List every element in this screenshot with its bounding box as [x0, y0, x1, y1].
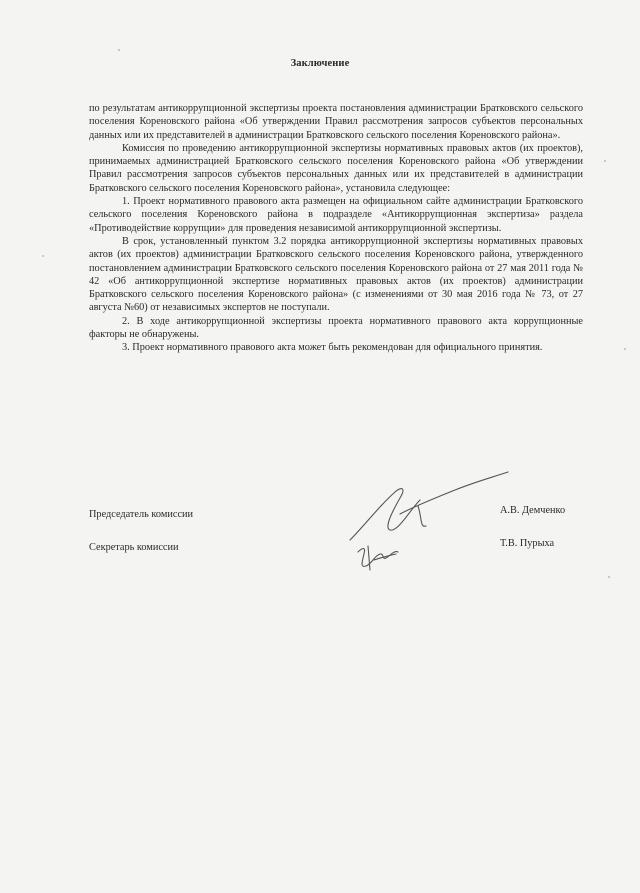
secretary-name: Т.В. Пурыха [500, 538, 555, 549]
handwritten-signatures [340, 470, 510, 580]
paper-speck [118, 49, 120, 51]
paper-speck [608, 576, 610, 578]
paragraph-subject: по результатам антикоррупционной экспертизы проекта постановления администрации Братковского сельского поселения Кореновского района «Об утверждении Правил рассмотрения запросов субъектов персональных данных или их представителей в администрации Братковского сельского поселения Кореновского района». [89, 103, 583, 141]
document-body [89, 102, 583, 355]
document-title: Заключение [290, 58, 350, 69]
secretary-label: Секретарь комиссии [89, 542, 179, 553]
chair-label: Председатель комиссии [89, 509, 194, 520]
chair-name: А.В. Демченко [500, 505, 566, 516]
paragraph-item-1: 1. Проект нормативного правового акта размещен на официальном сайте администрации Братковского сельского поселения Кореновского района в подразделе «Антикоррупционная экспертиза» раздела «Противодействие коррупции» для проведения независимой антикоррупционной экспертизы. [89, 196, 583, 234]
paragraph-item-3: 3. Проект нормативного правового акта может быть рекомендован для официального принятия. [122, 342, 543, 354]
paragraph-commission: Комиссия по проведению антикоррупционной экспертизы нормативных правовых актов (их проектов), принимаемых администрацией Братковского сельского поселения Кореновского района «Об утверждении Правил рассмотрения запросов субъектов персональных данных или их представителей в администрации Братковского сельского поселения Кореновского района», установила следующее: [89, 142, 583, 194]
paper-speck [42, 255, 44, 257]
paper-speck [604, 160, 606, 162]
paragraph-deadline: В срок, установленный пунктом 3.2 порядка антикоррупционной экспертизы нормативных правовых актов (их проектов) администрации Братковского сельского поселения Кореновского района, утвержденного постановлением администрации Братковского сельского поселения Кореновского района от 27 мая 2011 года № 42 «Об антикоррупционной экспертизе нормативных правовых актов (их проектов) администрации Братковского сельского поселения Кореновского района» (с изменениями от 30 мая 2016 года № 73, от 27 августа №60) от независимых экспертов не поступали. [89, 235, 583, 314]
paper-speck [624, 348, 626, 350]
paragraph-item-2: 2. В ходе антикоррупционной экспертизы проекта нормативного правового акта коррупционные факторы не обнаружены. [89, 315, 583, 341]
